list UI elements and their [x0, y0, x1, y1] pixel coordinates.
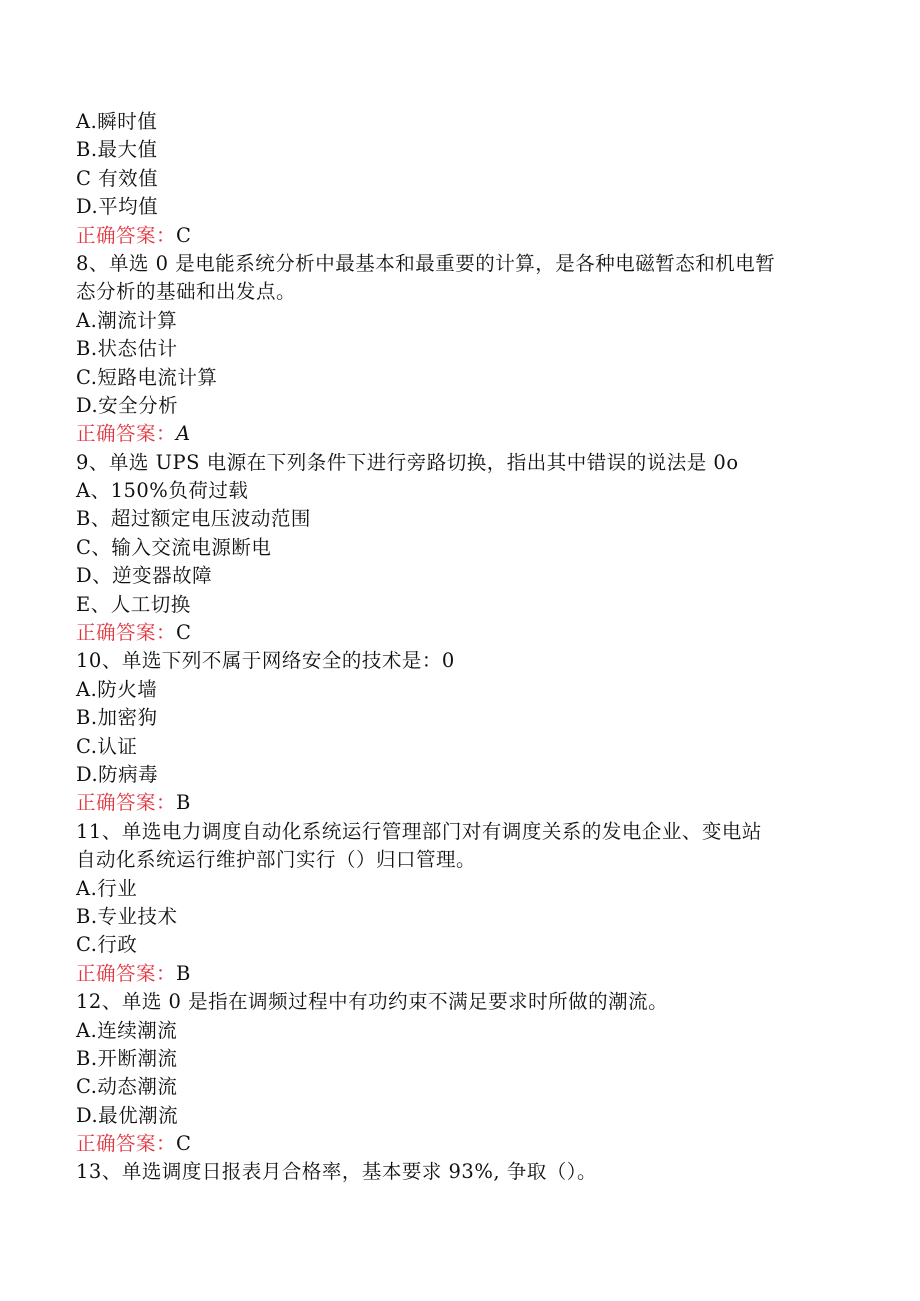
option-d: D.防病毒 — [76, 762, 159, 786]
question-text: 8、单选 0 是电能系统分析中最基本和最重要的计算，是各种电磁暂态和机电暂 — [76, 251, 776, 275]
answer-value: C — [176, 223, 192, 247]
question-text: 12、单选 0 是指在调频过程中有功约束不满足要求时所做的潮流。 — [76, 990, 669, 1014]
option-b: B.开断潮流 — [76, 1046, 178, 1070]
option-c: C 有效值 — [76, 166, 159, 190]
question-text: 11、单选电力调度自动化系统运行管理部门对有调度关系的发电企业、变电站 — [76, 819, 762, 843]
option-c: C.短路电流计算 — [76, 365, 218, 389]
question-text: 9、单选 UPS 电源在下列条件下进行旁路切换，指出其中错误的说法是 0o — [76, 450, 739, 474]
option-a: A.防火墙 — [76, 677, 158, 701]
answer-value: C — [176, 1132, 192, 1156]
answer-value: C — [176, 621, 192, 645]
document-page — [76, 108, 856, 1187]
option-c: C.行政 — [76, 933, 138, 957]
correct-answer — [76, 789, 856, 817]
option-b: B.专业技术 — [76, 904, 178, 928]
option-d: D.平均值 — [76, 195, 159, 219]
option-e: E、人工切换 — [76, 592, 191, 616]
correct-answer — [76, 619, 856, 647]
option-b: B.加密狗 — [76, 706, 158, 730]
answer-value: B — [176, 961, 191, 985]
answer-label: 正确答案： — [76, 961, 177, 985]
correct-answer — [76, 1130, 856, 1158]
answer-label: 正确答案： — [76, 791, 177, 815]
option-a: A.瞬时值 — [76, 110, 158, 133]
question-text: 13、单选调度日报表月合格率，基本要求 93%, 争取（）。 — [76, 1160, 598, 1184]
question-11 — [76, 818, 856, 988]
answer-label: 正确答案： — [76, 621, 177, 645]
question-12 — [76, 988, 856, 1158]
question-9 — [76, 449, 856, 648]
option-c: C.动态潮流 — [76, 1075, 178, 1099]
question-text-cont: 自动化系统运行维护部门实行（）归口管理。 — [76, 848, 477, 872]
correct-answer — [76, 960, 856, 988]
option-a: A、150%负荷过载 — [76, 479, 249, 503]
correct-answer — [76, 420, 856, 448]
question-7 — [76, 108, 856, 250]
question-13 — [76, 1158, 856, 1186]
option-b: B.状态估计 — [76, 337, 178, 361]
option-c: C.认证 — [76, 734, 138, 758]
question-8 — [76, 250, 856, 449]
answer-label: 正确答案： — [76, 1132, 177, 1156]
option-b: B、超过额定电压波动范围 — [76, 507, 311, 531]
answer-label: 正确答案： — [76, 223, 177, 247]
correct-answer — [76, 222, 856, 250]
option-a: A.潮流计算 — [76, 308, 178, 332]
answer-value: A — [176, 422, 191, 446]
option-d: D、逆变器故障 — [76, 564, 213, 588]
option-d: D.安全分析 — [76, 393, 179, 417]
option-b: B.最大值 — [76, 138, 158, 162]
option-a: A.行业 — [76, 876, 138, 900]
option-c: C、输入交流电源断电 — [76, 535, 272, 559]
answer-label: 正确答案： — [76, 422, 177, 446]
answer-value: B — [176, 791, 191, 815]
question-10 — [76, 647, 856, 817]
question-text: 10、单选下列不属于网络安全的技术是：0 — [76, 649, 455, 673]
option-d: D.最优潮流 — [76, 1103, 179, 1127]
question-text-cont: 态分析的基础和出发点。 — [76, 280, 297, 304]
option-a: A.连续潮流 — [76, 1018, 178, 1042]
